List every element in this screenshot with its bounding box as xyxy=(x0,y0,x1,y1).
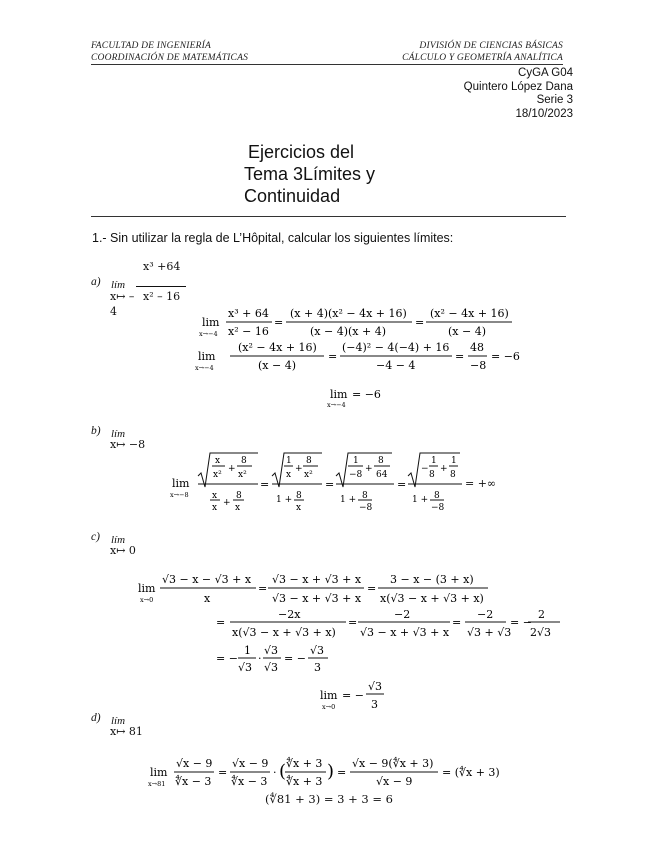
svg-text:1: 1 xyxy=(353,456,359,466)
item-c-label: c) xyxy=(91,531,100,543)
svg-text:x→−4: x→−4 xyxy=(199,330,218,338)
svg-text:=: = xyxy=(367,582,377,595)
svg-text:3 − x − (3 + x): 3 − x − (3 + x) xyxy=(390,573,474,586)
svg-text:(: ( xyxy=(279,761,287,782)
svg-text:x: x xyxy=(235,503,241,513)
series-label: Serie 3 xyxy=(536,94,573,106)
svg-text:= (∜x + 3): = (∜x + 3) xyxy=(442,766,500,779)
svg-text:x→−4: x→−4 xyxy=(327,401,346,409)
svg-text:2√3: 2√3 xyxy=(530,626,552,639)
svg-text:√3: √3 xyxy=(310,644,325,657)
svg-text:−8: −8 xyxy=(431,503,445,513)
svg-text:= −6: = −6 xyxy=(491,350,520,363)
svg-text:lim: lim xyxy=(198,350,216,363)
item-a-fraction-bar xyxy=(136,286,186,287)
svg-text:48: 48 xyxy=(470,341,484,354)
svg-text:√3 − x + √3 + x: √3 − x + √3 + x xyxy=(272,573,362,586)
svg-text:8: 8 xyxy=(362,491,368,501)
author-name: Quintero López Dana xyxy=(463,80,573,93)
svg-text:x: x xyxy=(296,503,302,513)
svg-text:lim: lim xyxy=(150,766,168,779)
svg-text:+: + xyxy=(440,464,448,474)
svg-text:lim: lim xyxy=(172,477,190,490)
svg-text:(x − 4)(x + 4): (x − 4)(x + 4) xyxy=(310,325,386,338)
item-b-arrow: x↦ −8 xyxy=(110,438,146,451)
item-c-arrow: x↦ 0 xyxy=(110,544,136,557)
item-a-denominator: x² – 16 xyxy=(143,290,181,303)
svg-text:+: + xyxy=(223,498,231,508)
svg-text:8: 8 xyxy=(296,491,302,501)
svg-text:∜x + 3: ∜x + 3 xyxy=(286,757,323,770)
group-label: CyGA G04 xyxy=(518,67,573,79)
svg-text:8: 8 xyxy=(450,470,456,480)
item-b-label: b) xyxy=(91,425,101,437)
svg-text:−8: −8 xyxy=(359,503,373,513)
svg-text:1: 1 xyxy=(244,644,251,657)
svg-text:−4 − 4: −4 − 4 xyxy=(376,359,416,372)
svg-text:+: + xyxy=(365,464,373,474)
svg-text:x→0: x→0 xyxy=(140,596,154,604)
title-line-3: Continuidad xyxy=(244,186,341,206)
item-b-lim: lím xyxy=(111,428,126,440)
coordination-name: COORDINACIÓN DE MATEMÁTICAS xyxy=(91,53,249,63)
svg-text:−2x: −2x xyxy=(278,608,301,621)
svg-text:=: = xyxy=(348,616,358,629)
svg-text:√3 + √3: √3 + √3 xyxy=(467,626,512,639)
svg-text:= −: = − xyxy=(284,652,306,665)
student-meta xyxy=(464,67,573,121)
svg-text:x: x xyxy=(204,592,211,605)
svg-text:=: = xyxy=(216,616,226,629)
svg-text:√3 − x + √3 + x: √3 − x + √3 + x xyxy=(360,626,450,639)
svg-text:x²: x² xyxy=(304,470,313,480)
title-rule xyxy=(91,216,566,217)
svg-text:x³ + 64: x³ + 64 xyxy=(228,307,269,320)
svg-text:√3 − x + √3 + x: √3 − x + √3 + x xyxy=(272,592,362,605)
svg-text:= −: = − xyxy=(510,616,532,629)
division-name: DIVISIÓN DE CIENCIAS BÁSICAS xyxy=(419,41,563,51)
item-a-label: a) xyxy=(91,276,101,288)
svg-text:1: 1 xyxy=(286,456,292,466)
svg-text:1 +: 1 + xyxy=(412,495,429,505)
svg-text:x²: x² xyxy=(238,470,247,480)
course-name: CÁLCULO Y GEOMETRÍA ANALÍTICA xyxy=(402,53,563,63)
svg-text:lim: lim xyxy=(202,316,220,329)
svg-text:= −6: = −6 xyxy=(352,388,381,401)
svg-text:√x − 9: √x − 9 xyxy=(232,757,269,770)
item-a-numerator: x³ +64 xyxy=(143,260,181,273)
svg-text:3: 3 xyxy=(314,661,321,674)
date-label: 18/10/2023 xyxy=(515,107,573,120)
svg-text:(x + 4)(x² − 4x + 16): (x + 4)(x² − 4x + 16) xyxy=(290,307,407,320)
item-a-arrow: x↦ – xyxy=(110,290,135,303)
svg-text:−2: −2 xyxy=(394,608,411,621)
svg-text:=: = xyxy=(274,316,284,329)
item-a-lim: lím xyxy=(111,279,126,291)
svg-text:x: x xyxy=(212,491,218,501)
svg-text:x→−4: x→−4 xyxy=(195,364,214,372)
svg-text:2: 2 xyxy=(538,608,545,621)
title-line-1: Ejercicios del xyxy=(248,142,355,162)
svg-text:x: x xyxy=(215,456,221,466)
svg-text:lim: lim xyxy=(320,689,338,702)
svg-text:=: = xyxy=(218,766,228,779)
svg-text:+: + xyxy=(295,464,303,474)
svg-text:=: = xyxy=(328,350,338,363)
item-d-result: (∜81 + 3) = 3 + 3 = 6 xyxy=(265,792,393,806)
svg-text:∜x − 3: ∜x − 3 xyxy=(231,775,268,788)
svg-text:8: 8 xyxy=(241,456,247,466)
svg-text:x(√3 − x + √3 + x): x(√3 − x + √3 + x) xyxy=(232,626,336,639)
svg-text:=: = xyxy=(337,766,347,779)
faculty-name: FACULTAD DE INGENIERÍA xyxy=(91,41,211,51)
svg-text:(x² − 4x + 16): (x² − 4x + 16) xyxy=(430,307,509,320)
svg-text:x: x xyxy=(286,470,292,480)
svg-text:x² − 16: x² − 16 xyxy=(228,325,269,338)
svg-text:): ) xyxy=(327,761,335,782)
svg-text:√3: √3 xyxy=(264,661,279,674)
svg-text:x²: x² xyxy=(213,470,222,480)
svg-text:=: = xyxy=(455,350,465,363)
svg-text:(x − 4): (x − 4) xyxy=(258,359,296,372)
svg-text:x(√3 − x + √3 + x): x(√3 − x + √3 + x) xyxy=(380,592,484,605)
svg-text:= −: = − xyxy=(342,689,364,702)
svg-text:−8: −8 xyxy=(349,470,363,480)
svg-text:8: 8 xyxy=(378,456,384,466)
svg-text:8: 8 xyxy=(429,470,435,480)
svg-text:x→−8: x→−8 xyxy=(170,491,189,499)
item-d-arrow: x↦ 81 xyxy=(110,725,143,738)
item-c-work xyxy=(138,566,578,716)
svg-text:√x − 9: √x − 9 xyxy=(176,757,213,770)
svg-text:lim: lim xyxy=(138,582,156,595)
svg-text:√x − 9(∜x + 3): √x − 9(∜x + 3) xyxy=(352,757,434,770)
svg-text:√3 − x − √3 + x: √3 − x − √3 + x xyxy=(162,573,252,586)
svg-text:∜x − 3: ∜x − 3 xyxy=(175,775,212,788)
svg-text:=: = xyxy=(452,616,462,629)
item-b-work xyxy=(170,450,510,515)
svg-text:=: = xyxy=(325,478,335,491)
item-a-sub: 4 xyxy=(110,305,117,318)
svg-text:=: = xyxy=(397,478,407,491)
svg-text:lim: lim xyxy=(330,388,348,401)
division-header xyxy=(402,40,563,64)
svg-text:x→81: x→81 xyxy=(148,780,166,788)
svg-text:(x² − 4x + 16): (x² − 4x + 16) xyxy=(238,341,317,354)
svg-text:−2: −2 xyxy=(477,608,494,621)
svg-text:1: 1 xyxy=(451,456,457,466)
svg-text:∜x + 3: ∜x + 3 xyxy=(286,775,323,788)
item-d-label: d) xyxy=(91,712,101,724)
svg-text:−8: −8 xyxy=(470,359,487,372)
item-d-work xyxy=(148,752,528,790)
svg-text:64: 64 xyxy=(376,470,388,480)
svg-text:=: = xyxy=(258,582,268,595)
svg-text:√x − 9: √x − 9 xyxy=(376,775,413,788)
svg-text:√3: √3 xyxy=(264,644,279,657)
svg-text:x→0: x→0 xyxy=(322,703,336,711)
svg-text:3: 3 xyxy=(371,698,378,711)
svg-text:(x − 4): (x − 4) xyxy=(448,325,486,338)
svg-text:=: = xyxy=(415,316,425,329)
svg-text:√3: √3 xyxy=(238,661,253,674)
question-text: 1.- Sin utilizar la regla de L’Hôpital, calcular los siguientes límites: xyxy=(92,231,454,245)
svg-text:1 +: 1 + xyxy=(276,495,293,505)
svg-text:8: 8 xyxy=(236,491,242,501)
item-a-work xyxy=(190,300,530,410)
title-line-2: Tema 3Límites y xyxy=(244,164,376,184)
svg-text:−: − xyxy=(421,464,429,474)
svg-text:(−4)² − 4(−4) + 16: (−4)² − 4(−4) + 16 xyxy=(342,341,450,354)
svg-text:·: · xyxy=(273,766,277,779)
header-rule xyxy=(91,64,563,65)
svg-text:1 +: 1 + xyxy=(340,495,357,505)
item-b-result: = +∞ xyxy=(465,477,497,490)
svg-text:x: x xyxy=(212,503,218,513)
svg-text:1: 1 xyxy=(431,456,437,466)
svg-text:8: 8 xyxy=(434,491,440,501)
item-d-lim: lím xyxy=(111,715,126,727)
svg-text:√3: √3 xyxy=(368,680,383,693)
svg-text:= −: = − xyxy=(216,652,238,665)
svg-text:8: 8 xyxy=(306,456,312,466)
svg-text:=: = xyxy=(260,478,270,491)
svg-text:+: + xyxy=(228,464,236,474)
item-c-lim: lím xyxy=(111,534,126,546)
svg-text:·: · xyxy=(258,652,262,665)
faculty-header xyxy=(91,40,248,64)
